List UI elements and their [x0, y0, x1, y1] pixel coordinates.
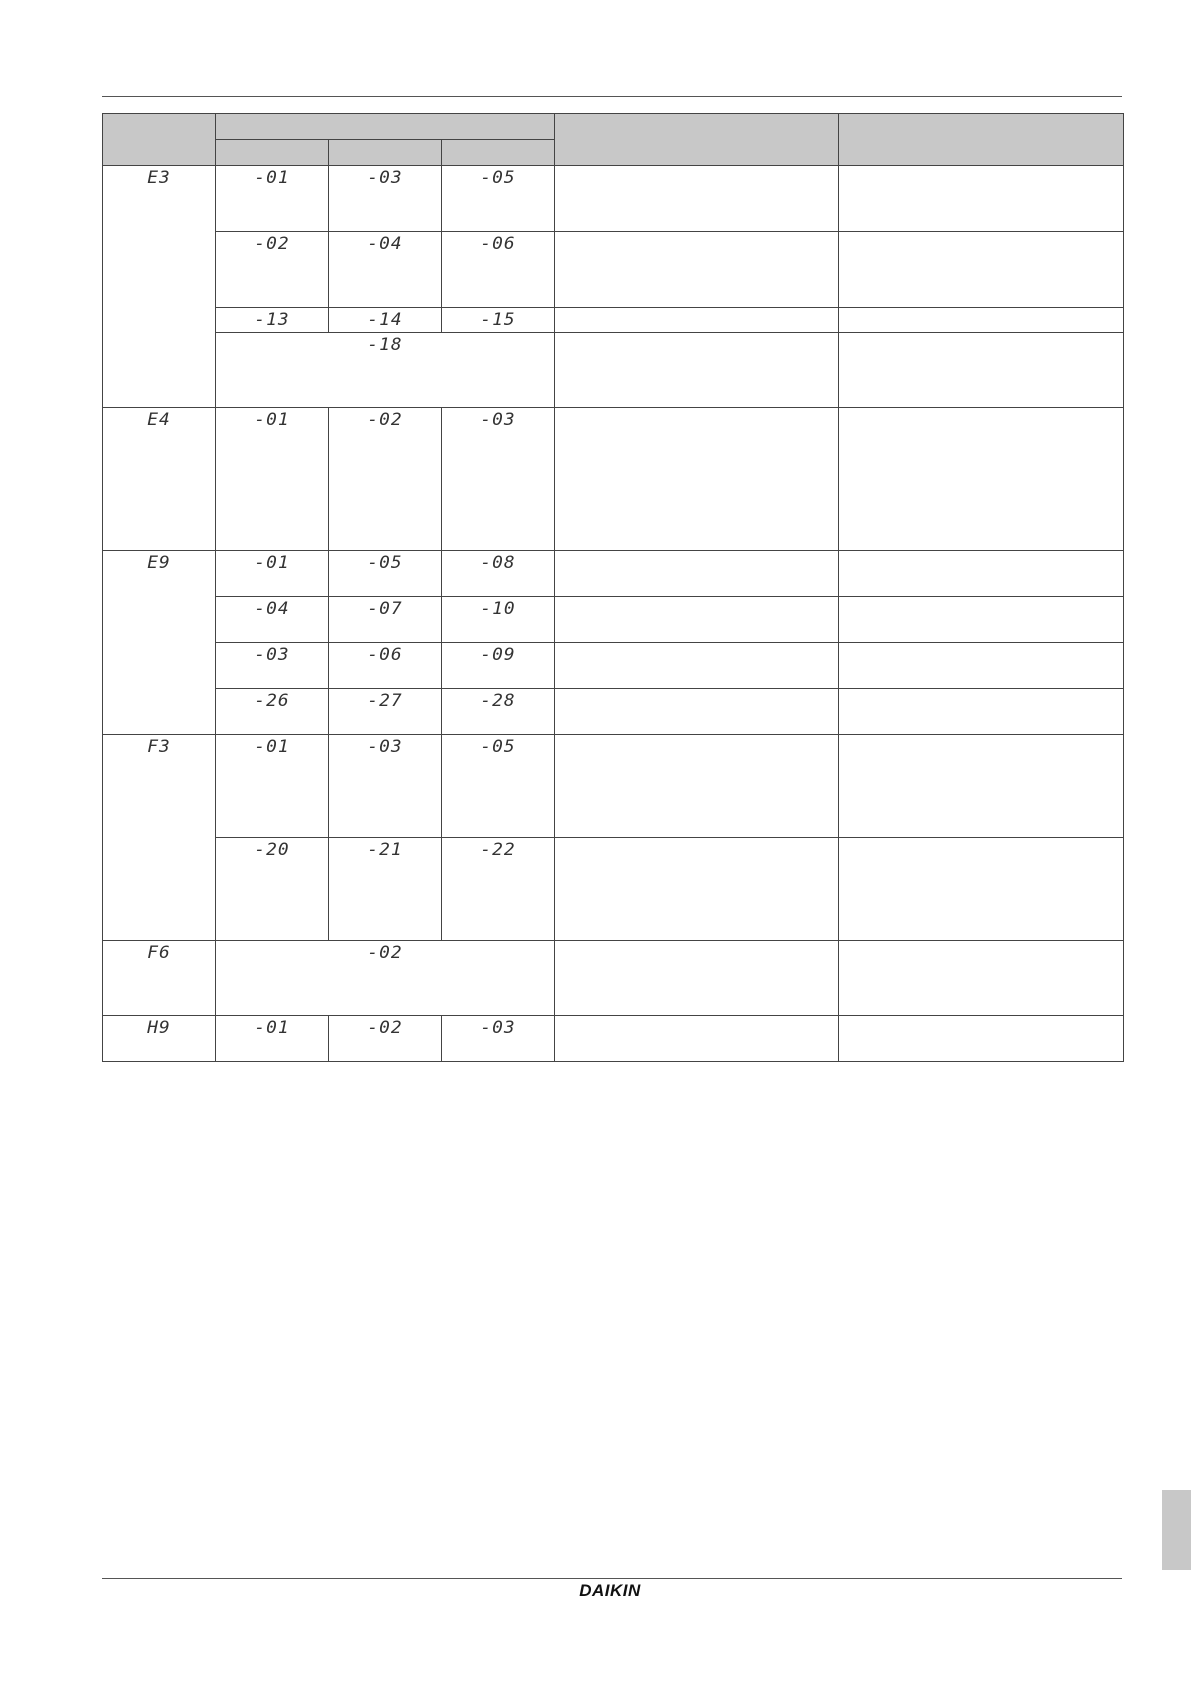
table-row — [103, 838, 1124, 941]
sub-code-cell — [442, 408, 555, 551]
main-code-cell — [103, 735, 216, 941]
table-row — [103, 1016, 1124, 1062]
main-code: E3 — [147, 168, 171, 188]
solution-cell — [839, 735, 1124, 838]
table-row — [103, 643, 1124, 689]
sub-code: -03 — [480, 410, 516, 430]
main-code-cell — [103, 1016, 216, 1062]
sub-code: -08 — [480, 553, 516, 573]
daikin-logo: DAIKIN — [579, 1581, 641, 1600]
sub-code-cell — [329, 232, 442, 308]
sub-code-cell — [329, 689, 442, 735]
sub-code-cell — [216, 1016, 329, 1062]
table-row — [103, 333, 1124, 408]
sub-code-cell — [216, 308, 329, 333]
description-cell — [555, 597, 839, 643]
sub-code-cell — [216, 643, 329, 689]
description-cell — [555, 643, 839, 689]
table-row — [103, 597, 1124, 643]
description-cell — [555, 735, 839, 838]
solution-cell — [839, 941, 1124, 1016]
description-cell — [555, 941, 839, 1016]
sub-code: -06 — [367, 645, 403, 665]
solution-cell — [839, 551, 1124, 597]
table-row — [103, 689, 1124, 735]
solution-cell — [839, 232, 1124, 308]
chapter-tab — [1162, 1490, 1191, 1570]
sub-code: -13 — [254, 310, 290, 330]
description-cell — [555, 308, 839, 333]
header-rule — [102, 96, 1122, 97]
sub-code-cell — [329, 597, 442, 643]
table-row — [103, 308, 1124, 333]
sub-code: -01 — [254, 410, 290, 430]
sub-code: -27 — [367, 691, 403, 711]
description-cell — [555, 551, 839, 597]
footer-rule — [102, 1578, 1122, 1579]
solution-cell — [839, 1016, 1124, 1062]
sub-code-cell — [442, 597, 555, 643]
sub-code-cell — [216, 232, 329, 308]
sub-code: -18 — [367, 335, 403, 355]
sub-code: -05 — [480, 737, 516, 757]
table-row — [103, 551, 1124, 597]
sub-code: -03 — [254, 645, 290, 665]
main-code-header — [103, 114, 216, 166]
sub-code: -15 — [480, 310, 516, 330]
solution-cell — [839, 308, 1124, 333]
main-code: H9 — [147, 1018, 171, 1038]
sub-code-header-1 — [216, 140, 329, 166]
description-cell — [555, 232, 839, 308]
sub-code-cell — [329, 166, 442, 232]
sub-code: -05 — [480, 168, 516, 188]
sub-code-cell — [216, 689, 329, 735]
solution-cell — [839, 838, 1124, 941]
description-header — [555, 114, 839, 166]
table-row — [103, 408, 1124, 551]
sub-code-cell — [329, 551, 442, 597]
sub-code-cell — [442, 735, 555, 838]
main-code: F3 — [147, 737, 171, 757]
sub-code: -21 — [367, 840, 403, 860]
sub-code: -04 — [367, 234, 403, 254]
sub-code: -14 — [367, 310, 403, 330]
solution-cell — [839, 408, 1124, 551]
sub-code-cell — [329, 408, 442, 551]
sub-code-cell — [216, 408, 329, 551]
sub-code-cell — [442, 232, 555, 308]
sub-code: -05 — [367, 553, 403, 573]
sub-code: -20 — [254, 840, 290, 860]
solution-cell — [839, 333, 1124, 408]
sub-code: -01 — [254, 1018, 290, 1038]
table-row — [103, 735, 1124, 838]
sub-code: -01 — [254, 553, 290, 573]
solution-cell — [839, 166, 1124, 232]
sub-code-cell — [329, 735, 442, 838]
main-code-cell — [103, 408, 216, 551]
sub-code-cell — [442, 551, 555, 597]
sub-code: -10 — [480, 599, 516, 619]
sub-code: -04 — [254, 599, 290, 619]
table-header-row — [103, 114, 1124, 140]
sub-code: -26 — [254, 691, 290, 711]
description-cell — [555, 1016, 839, 1062]
main-code-cell — [103, 166, 216, 408]
solution-cell — [839, 689, 1124, 735]
error-code-table — [102, 113, 1124, 1062]
sub-code-header-2 — [329, 140, 442, 166]
solution-cell — [839, 597, 1124, 643]
sub-code: -01 — [254, 168, 290, 188]
sub-code-header-3 — [442, 140, 555, 166]
main-code: F6 — [147, 943, 171, 963]
sub-code: -02 — [367, 410, 403, 430]
sub-code-header — [216, 114, 555, 140]
sub-code: -02 — [367, 1018, 403, 1038]
sub-code: -03 — [480, 1018, 516, 1038]
sub-code-cell — [442, 308, 555, 333]
sub-code-cell — [216, 597, 329, 643]
sub-code-cell — [329, 1016, 442, 1062]
description-cell — [555, 408, 839, 551]
description-cell — [555, 689, 839, 735]
sub-code: -28 — [480, 691, 516, 711]
solution-header — [839, 114, 1124, 166]
sub-code-cell — [216, 838, 329, 941]
main-code: E4 — [147, 410, 171, 430]
sub-code: -03 — [367, 168, 403, 188]
merged-sub-code-cell — [216, 941, 555, 1016]
sub-code-cell — [442, 1016, 555, 1062]
main-code-cell — [103, 551, 216, 735]
sub-code-cell — [442, 689, 555, 735]
description-cell — [555, 333, 839, 408]
merged-sub-code-cell — [216, 333, 555, 408]
sub-code-cell — [442, 838, 555, 941]
table-row — [103, 166, 1124, 232]
sub-code-cell — [442, 166, 555, 232]
main-code: E9 — [147, 553, 171, 573]
description-cell — [555, 166, 839, 232]
sub-code: -01 — [254, 737, 290, 757]
sub-code-cell — [329, 308, 442, 333]
sub-code: -03 — [367, 737, 403, 757]
sub-code-cell — [216, 166, 329, 232]
table-row — [103, 941, 1124, 1016]
sub-code-cell — [329, 838, 442, 941]
sub-code: -06 — [480, 234, 516, 254]
sub-code-cell — [216, 735, 329, 838]
sub-code: -02 — [367, 943, 403, 963]
sub-code: -02 — [254, 234, 290, 254]
sub-code-cell — [442, 643, 555, 689]
sub-code: -22 — [480, 840, 516, 860]
description-cell — [555, 838, 839, 941]
sub-code: -07 — [367, 599, 403, 619]
sub-code: -09 — [480, 645, 516, 665]
main-code-cell — [103, 941, 216, 1016]
table-row — [103, 232, 1124, 308]
sub-code-cell — [329, 643, 442, 689]
solution-cell — [839, 643, 1124, 689]
sub-code-cell — [216, 551, 329, 597]
